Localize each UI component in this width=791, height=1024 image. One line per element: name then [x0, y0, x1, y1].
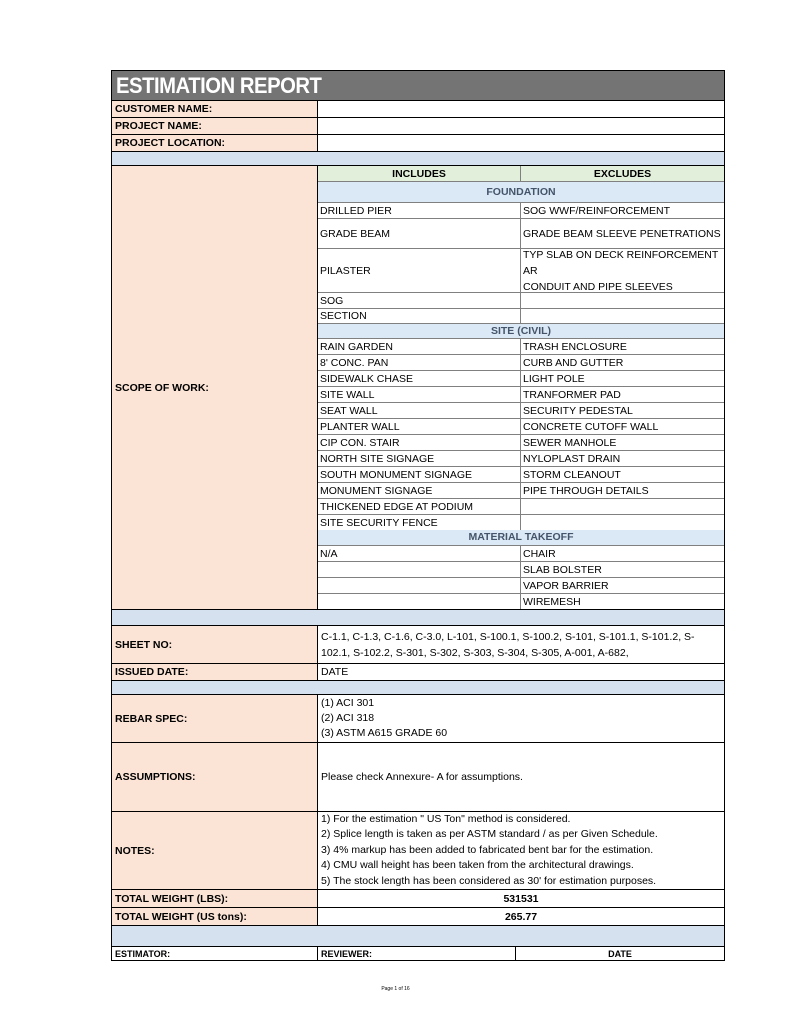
include-item: MONUMENT SIGNAGE: [318, 483, 521, 498]
notes-value: [318, 812, 724, 889]
exclude-item: SLAB BOLSTER: [523, 563, 602, 576]
rebar-spec-value: [318, 695, 724, 742]
includes-header: INCLUDES: [318, 166, 521, 181]
exclude-item: PIPE THROUGH DETAILS: [523, 484, 649, 497]
scope-row: [318, 419, 724, 435]
include-item: PLANTER WALL: [318, 419, 521, 434]
scope-row: [318, 578, 724, 594]
customer-name-row: [111, 100, 725, 118]
include-item: N/A: [318, 546, 521, 561]
scope-row: [318, 219, 724, 249]
include-item: DRILLED PIER: [318, 203, 521, 218]
exclude-item: WIREMESH: [523, 595, 581, 608]
include-item: SIDEWALK CHASE: [318, 371, 521, 386]
exclude-item: CURB AND GUTTER: [523, 356, 624, 369]
rebar-spec-line: (3) ASTM A615 GRADE 60: [321, 727, 448, 739]
scope-row: [318, 546, 724, 562]
include-item: SECTION: [318, 309, 521, 323]
scope-row: [318, 309, 724, 324]
exclude-item: CHAIR: [523, 547, 556, 560]
date-label: DATE: [516, 947, 724, 960]
sheet-no-row: [111, 626, 725, 664]
exclude-item: STORM CLEANOUT: [523, 468, 621, 481]
excludes-header: EXCLUDES: [521, 166, 724, 181]
include-item: 8' CONC. PAN: [318, 355, 521, 370]
note-line: 2) Splice length is taken as per ASTM standard / as per Given Schedule.: [321, 828, 658, 841]
project-name-row: [111, 118, 725, 135]
exclude-item: LIGHT POLE: [523, 372, 585, 385]
sheet-no-line: 102.1, S-102.2, S-301, S-302, S-303, S-304, S-305, A-001, A-682,: [321, 646, 629, 659]
separator: [111, 681, 725, 695]
issued-date-value: DATE: [321, 666, 349, 678]
project-location-value[interactable]: [318, 135, 724, 151]
scope-of-work-label: SCOPE OF WORK:: [112, 166, 318, 609]
scope-row: [318, 387, 724, 403]
scope-of-work-section: [111, 166, 725, 610]
sheet-no-value: [318, 626, 724, 663]
include-item: SOUTH MONUMENT SIGNAGE: [318, 467, 521, 482]
project-location-row: [111, 135, 725, 152]
scope-row: [318, 499, 724, 515]
exclude-item: NYLOPLAST DRAIN: [523, 452, 621, 465]
scope-row: [318, 483, 724, 499]
page-number: Page 1 of 16: [381, 986, 410, 992]
rebar-spec-line: (1) ACI 301: [321, 697, 375, 709]
include-item: SITE SECURITY FENCE: [318, 515, 521, 530]
reviewer-label: REVIEWER:: [318, 947, 516, 960]
site-rows: [318, 339, 724, 530]
signature-row: [111, 947, 725, 961]
exclude-item: CONCRETE CUTOFF WALL: [523, 420, 659, 433]
total-weight-tons-label: TOTAL WEIGHT (US tons):: [112, 908, 318, 925]
project-name-value[interactable]: [318, 118, 724, 134]
include-item: GRADE BEAM: [318, 219, 521, 248]
include-item: SITE WALL: [318, 387, 521, 402]
exclude-item-line: TYP SLAB ON DECK REINFORCEMENT AR: [523, 248, 719, 277]
exclude-item: SECURITY PEDESTAL: [523, 404, 633, 417]
note-line: 4) CMU wall height has been taken from the architectural drawings.: [321, 859, 634, 872]
exclude-item: [521, 499, 724, 514]
include-item: PILASTER: [318, 249, 521, 292]
exclude-item: TRANFORMER PAD: [523, 388, 621, 401]
scope-grid: [318, 166, 724, 609]
include-item: NORTH SITE SIGNAGE: [318, 451, 521, 466]
project-name-label: PROJECT NAME:: [112, 118, 318, 134]
note-line: 1) For the estimation " US Ton" method is considered.: [321, 812, 571, 825]
exclude-item: VAPOR BARRIER: [523, 579, 609, 592]
scope-header-row: [318, 166, 724, 182]
exclude-item: SOG WWF/REINFORCEMENT: [523, 204, 670, 217]
estimation-report: [111, 70, 725, 961]
include-item: CIP CON. STAIR: [318, 435, 521, 450]
note-line: 3) 4% markup has been added to fabricated bent bar for the estimation.: [321, 843, 654, 856]
sheet-no-label: SHEET NO:: [112, 626, 318, 663]
total-weight-lbs-value: 531531: [503, 892, 539, 905]
scope-row: [318, 403, 724, 419]
exclude-item: TRASH ENCLOSURE: [523, 340, 627, 353]
total-weight-lbs-row: [111, 890, 725, 908]
include-item: [318, 578, 521, 593]
issued-date-row: [111, 664, 725, 681]
project-location-label: PROJECT LOCATION:: [112, 135, 318, 151]
separator: [111, 610, 725, 626]
customer-name-label: CUSTOMER NAME:: [112, 101, 318, 117]
scope-row: [318, 515, 724, 530]
rebar-spec-row: [111, 695, 725, 743]
note-line: 5) The stock length has been considered as 30' for estimation purposes.: [321, 874, 657, 887]
total-weight-lbs-label: TOTAL WEIGHT (LBS):: [112, 890, 318, 907]
material-rows: [318, 546, 724, 609]
include-item: [318, 594, 521, 609]
rebar-spec-label: REBAR SPEC:: [112, 695, 318, 742]
exclude-item: [521, 249, 724, 292]
scope-row: [318, 339, 724, 355]
exclude-item: [521, 293, 724, 308]
separator: [111, 152, 725, 166]
report-title: ESTIMATION REPORT: [111, 70, 725, 100]
scope-row: [318, 435, 724, 451]
rebar-spec-line: (2) ACI 318: [321, 712, 375, 724]
foundation-section-title: FOUNDATION: [318, 182, 724, 203]
scope-row: [318, 293, 724, 309]
notes-label: NOTES:: [112, 812, 318, 889]
sheet-no-line: C-1.1, C-1.3, C-1.6, C-3.0, L-101, S-100.1, S-100.2, S-101, S-101.1, S-101.2, S-: [321, 630, 695, 643]
customer-name-value[interactable]: [318, 101, 724, 117]
exclude-item: [521, 515, 724, 530]
material-section-title: MATERIAL TAKEOFF: [318, 530, 724, 546]
total-weight-tons-value: 265.77: [504, 910, 538, 923]
separator: [111, 926, 725, 947]
scope-row: [318, 203, 724, 219]
exclude-item: SEWER MANHOLE: [523, 436, 617, 449]
site-section-title: SITE (CIVIL): [318, 324, 724, 339]
notes-row: [111, 812, 725, 890]
assumptions-value: Please check Annexure- A for assumptions.: [321, 771, 523, 783]
issued-date-label: ISSUED DATE:: [112, 664, 318, 680]
estimator-label: ESTIMATOR:: [112, 947, 318, 960]
scope-row: [318, 562, 724, 578]
assumptions-label: ASSUMPTIONS:: [112, 743, 318, 811]
scope-row: [318, 594, 724, 609]
assumptions-row: [111, 743, 725, 812]
scope-row: [318, 355, 724, 371]
total-weight-tons-row: [111, 908, 725, 926]
scope-row: [318, 467, 724, 483]
exclude-item: GRADE BEAM SLEEVE PENETRATIONS: [523, 227, 721, 240]
scope-row: [318, 451, 724, 467]
scope-row: [318, 249, 724, 293]
exclude-item-line: CONDUIT AND PIPE SLEEVES: [523, 280, 673, 293]
exclude-item: [521, 309, 724, 323]
include-item: SOG: [318, 293, 521, 308]
include-item: RAIN GARDEN: [318, 339, 521, 354]
include-item: SEAT WALL: [318, 403, 521, 418]
include-item: [318, 562, 521, 577]
include-item: THICKENED EDGE AT PODIUM: [318, 499, 521, 514]
scope-row: [318, 371, 724, 387]
